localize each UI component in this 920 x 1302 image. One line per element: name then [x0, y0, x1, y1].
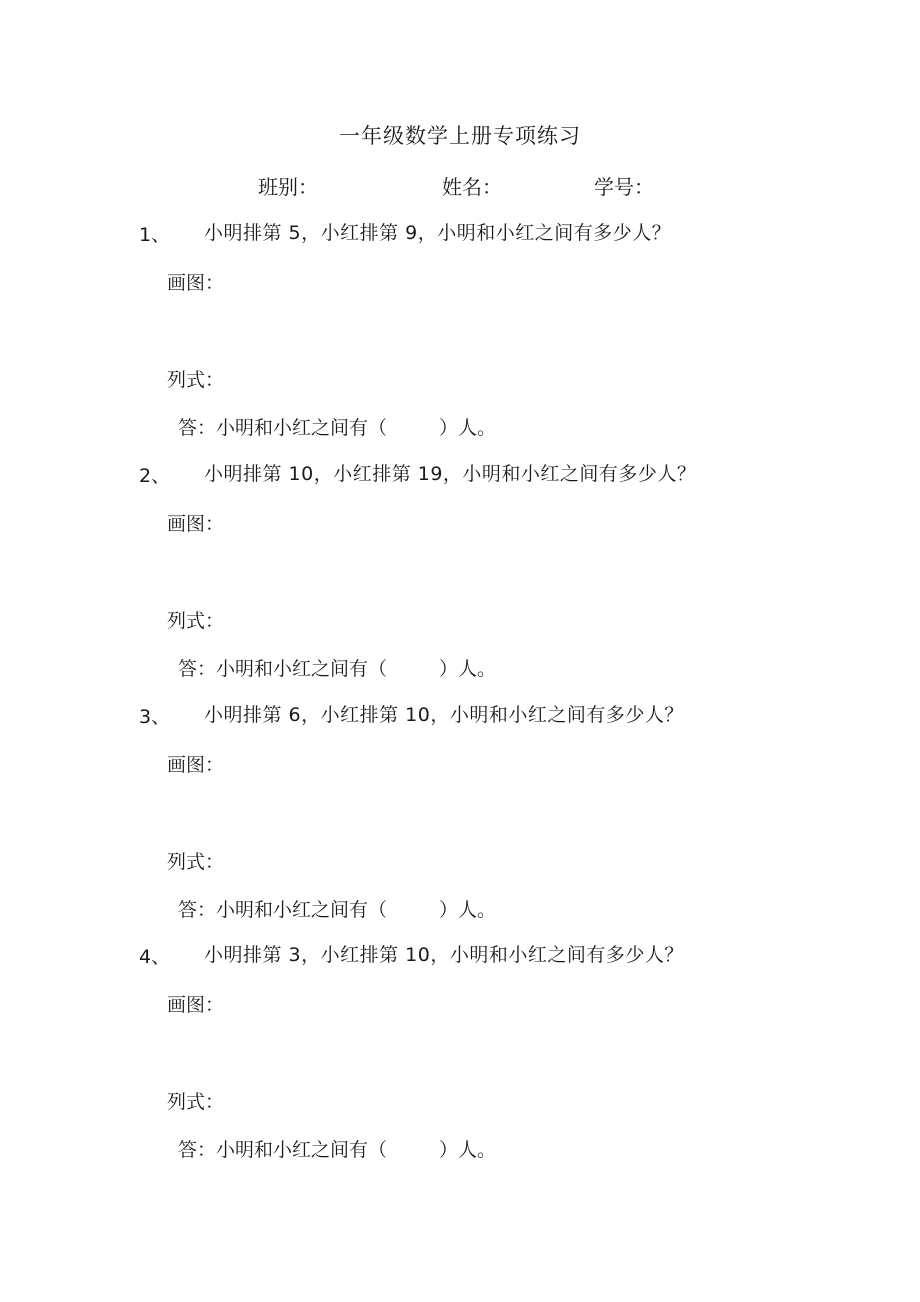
- formula-label: 列式：: [167, 1091, 225, 1113]
- problem-number: 4、: [139, 946, 171, 968]
- formula-label: 列式：: [167, 369, 225, 391]
- answer-suffix: ）人。: [439, 1139, 497, 1161]
- problem-question: 小明排第 10，小红排第 19，小明和小红之间有多少人？: [204, 463, 697, 485]
- draw-label: 画图：: [167, 754, 225, 776]
- problem-question: 小明排第 6，小红排第 10，小明和小红之间有多少人？: [204, 704, 684, 726]
- answer-prefix: 答：小明和小红之间有（: [178, 417, 388, 439]
- answer-suffix: ）人。: [439, 658, 497, 680]
- answer-line: [178, 654, 496, 681]
- problem-4: [0, 940, 920, 1180]
- problem-question-line: [0, 459, 920, 489]
- student-info-row: [0, 171, 920, 201]
- answer-prefix: 答：小明和小红之间有（: [178, 899, 388, 921]
- draw-label: 画图：: [167, 513, 225, 535]
- problem-3: [0, 700, 920, 940]
- answer-suffix: ）人。: [439, 899, 497, 921]
- name-label: 姓名：: [442, 175, 502, 199]
- problem-number: 2、: [139, 465, 171, 487]
- draw-label: 画图：: [167, 994, 225, 1016]
- problem-number: 1、: [139, 224, 171, 246]
- draw-label: 画图：: [167, 272, 225, 294]
- student-id-label: 学号：: [594, 175, 654, 199]
- answer-prefix: 答：小明和小红之间有（: [178, 658, 388, 680]
- problem-question-line: [0, 940, 920, 970]
- problem-number: 3、: [139, 706, 171, 728]
- problem-question: 小明排第 3，小红排第 10，小明和小红之间有多少人？: [204, 944, 684, 966]
- answer-line: [178, 895, 496, 922]
- problem-2: [0, 459, 920, 699]
- problem-question-line: [0, 700, 920, 730]
- formula-label: 列式：: [167, 610, 225, 632]
- formula-label: 列式：: [167, 851, 225, 873]
- page-title: 一年级数学上册专项练习: [339, 124, 581, 148]
- problem-question: 小明排第 5，小红排第 9，小明和小红之间有多少人？: [204, 222, 672, 244]
- problem-1: [0, 218, 920, 458]
- answer-line: [178, 413, 496, 440]
- answer-prefix: 答：小明和小红之间有（: [178, 1139, 388, 1161]
- problem-question-line: [0, 218, 920, 248]
- answer-suffix: ）人。: [439, 417, 497, 439]
- answer-line: [178, 1135, 496, 1162]
- class-label: 班别：: [258, 175, 318, 199]
